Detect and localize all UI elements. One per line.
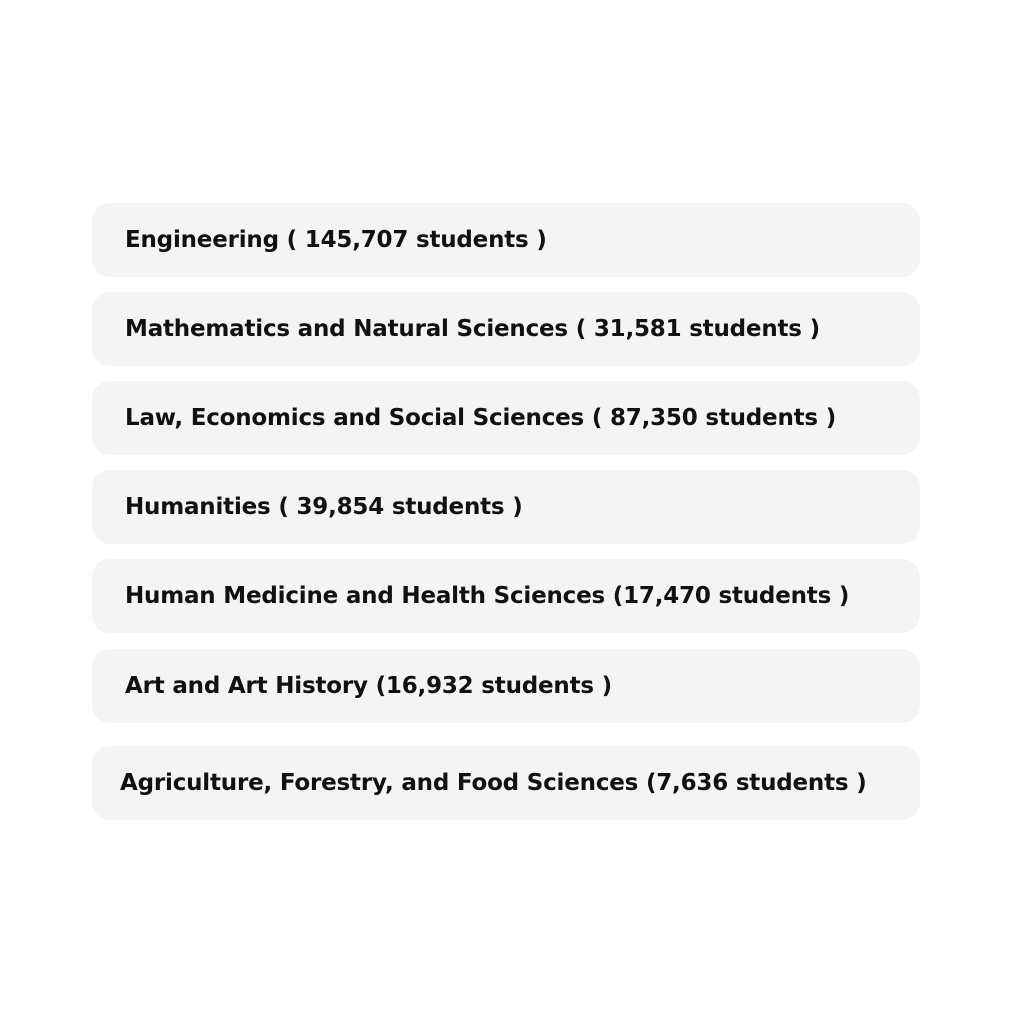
- list-item-art-art-history: [92, 649, 920, 723]
- list-item-agriculture-forestry-food-sciences: [92, 746, 920, 820]
- list-item-label: Human Medicine and Health Sciences (17,470 students ): [125, 583, 850, 609]
- list-item-label: Humanities ( 39,854 students ): [125, 494, 523, 520]
- list-item-label: Art and Art History (16,932 students ): [125, 673, 612, 699]
- list-item-law-economics-social-sciences: [92, 381, 920, 455]
- list-item-engineering: [92, 203, 920, 277]
- list-item-mathematics-natural-sciences: [92, 292, 920, 366]
- list-item-label: Engineering ( 145,707 students ): [125, 227, 547, 253]
- list-item-human-medicine-health-sciences: [92, 559, 920, 633]
- list-item-label: Agriculture, Forestry, and Food Sciences (7,636 students ): [120, 770, 867, 796]
- list-item-label: Law, Economics and Social Sciences ( 87,350 students ): [125, 405, 837, 431]
- list-item-label: Mathematics and Natural Sciences ( 31,581 students ): [125, 316, 820, 342]
- list-item-humanities: [92, 470, 920, 544]
